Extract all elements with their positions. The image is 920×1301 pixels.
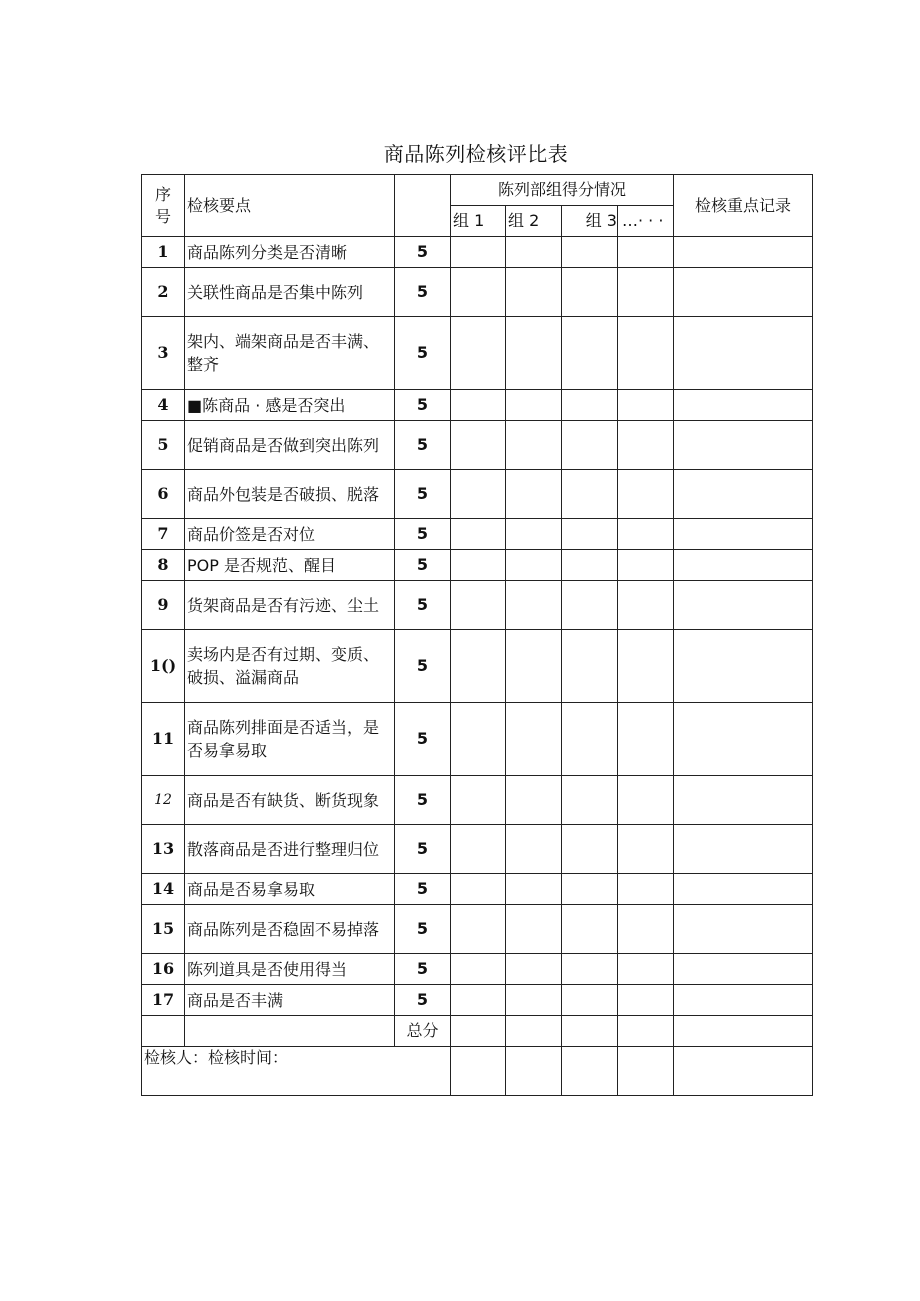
header-seq-line2: 号 — [154, 206, 171, 226]
row-check-item — [185, 581, 395, 630]
header-notes: 检核重点记录 — [674, 175, 813, 237]
footer-cell-5 — [674, 1047, 813, 1096]
row-group-more-cell[interactable] — [618, 985, 674, 1016]
total-notes-cell[interactable] — [674, 1016, 813, 1047]
row-group-more-cell[interactable] — [618, 874, 674, 905]
header-group-3: 组 3 — [562, 206, 618, 237]
row-notes-cell[interactable] — [674, 550, 813, 581]
row-notes-cell[interactable] — [674, 703, 813, 776]
row-check-item — [185, 237, 395, 268]
row-group-1-cell[interactable] — [451, 825, 506, 874]
row-check-item — [185, 519, 395, 550]
row-group-more-cell[interactable] — [618, 237, 674, 268]
row-group-1-cell[interactable] — [451, 519, 506, 550]
row-check-item-text: 商品是否易拿易取 — [187, 879, 316, 899]
row-group-more-cell[interactable] — [618, 825, 674, 874]
row-group-3-cell[interactable] — [562, 237, 618, 268]
row-notes-cell[interactable] — [674, 470, 813, 519]
row-check-item-text: 商品外包装是否破损、脱落 — [187, 484, 380, 504]
row-group-3-cell[interactable] — [562, 268, 618, 317]
row-group-1-cell[interactable] — [451, 470, 506, 519]
row-check-item-text: 陈列道具是否使用得当 — [187, 959, 348, 979]
row-group-3-cell[interactable] — [562, 874, 618, 905]
footer-cell-3 — [562, 1047, 618, 1096]
row-group-1-cell[interactable] — [451, 581, 506, 630]
row-notes-cell[interactable] — [674, 317, 813, 390]
table-row — [142, 985, 813, 1016]
header-item: 检核要点 — [185, 175, 395, 237]
row-max-score: 5 — [395, 581, 451, 630]
row-number: 3 — [142, 317, 185, 390]
row-number: 5 — [142, 421, 185, 470]
row-check-item-text: 商品是否有缺货、断货现象 — [187, 790, 380, 810]
table-row — [142, 550, 813, 581]
row-check-item — [185, 470, 395, 519]
row-max-score: 5 — [395, 630, 451, 703]
row-check-item-text: ■陈商品 · 感是否突出 — [187, 395, 346, 415]
table-row — [142, 390, 813, 421]
row-check-item — [185, 317, 395, 390]
total-group-1-cell[interactable] — [451, 1016, 506, 1047]
row-number: 9 — [142, 581, 185, 630]
row-group-1-cell[interactable] — [451, 421, 506, 470]
total-blank-1 — [142, 1016, 185, 1047]
row-number: 17 — [142, 985, 185, 1016]
row-group-more-cell[interactable] — [618, 581, 674, 630]
row-group-3-cell[interactable] — [562, 703, 618, 776]
row-max-score: 5 — [395, 776, 451, 825]
row-notes-cell[interactable] — [674, 237, 813, 268]
row-group-2-cell[interactable] — [506, 905, 562, 954]
row-notes-cell[interactable] — [674, 421, 813, 470]
row-group-more-cell[interactable] — [618, 421, 674, 470]
total-label: 总分 — [395, 1016, 451, 1047]
row-group-2-cell[interactable] — [506, 630, 562, 703]
row-check-item — [185, 630, 395, 703]
row-group-more-cell[interactable] — [618, 703, 674, 776]
row-number: 14 — [142, 874, 185, 905]
footer-cell-2 — [506, 1047, 562, 1096]
row-group-2-cell[interactable] — [506, 421, 562, 470]
row-number: 8 — [142, 550, 185, 581]
row-group-3-cell[interactable] — [562, 390, 618, 421]
row-check-item-text: 商品陈列排面是否适当，是 否易拿易取 — [187, 718, 380, 760]
row-notes-cell[interactable] — [674, 519, 813, 550]
table-row — [142, 630, 813, 703]
row-group-1-cell[interactable] — [451, 703, 506, 776]
row-group-1-cell[interactable] — [451, 237, 506, 268]
row-group-2-cell[interactable] — [506, 954, 562, 985]
total-blank-2 — [185, 1016, 395, 1047]
row-check-item-text: 关联性商品是否集中陈列 — [187, 282, 364, 302]
row-max-score: 5 — [395, 905, 451, 954]
row-check-item-text: POP 是否规范、醒目 — [187, 555, 336, 575]
row-group-more-cell[interactable] — [618, 268, 674, 317]
row-group-more-cell[interactable] — [618, 954, 674, 985]
row-check-item-text: 卖场内是否有过期、变质、 破损、溢漏商品 — [187, 645, 380, 687]
row-check-item — [185, 421, 395, 470]
row-check-item — [185, 825, 395, 874]
row-group-1-cell[interactable] — [451, 630, 506, 703]
row-notes-cell[interactable] — [674, 985, 813, 1016]
table-row — [142, 581, 813, 630]
row-group-more-cell[interactable] — [618, 519, 674, 550]
row-max-score: 5 — [395, 825, 451, 874]
total-group-3-cell[interactable] — [562, 1016, 618, 1047]
total-group-2-cell[interactable] — [506, 1016, 562, 1047]
row-check-item — [185, 905, 395, 954]
row-group-2-cell[interactable] — [506, 985, 562, 1016]
row-check-item — [185, 874, 395, 905]
row-group-more-cell[interactable] — [618, 470, 674, 519]
row-group-3-cell[interactable] — [562, 825, 618, 874]
row-group-1-cell[interactable] — [451, 550, 506, 581]
row-check-item-text: 促销商品是否做到突出陈列 — [187, 435, 380, 455]
header-seq — [142, 175, 185, 237]
row-number: 2 — [142, 268, 185, 317]
header-group-2: 组 2 — [506, 206, 562, 237]
row-group-more-cell[interactable] — [618, 317, 674, 390]
row-max-score: 5 — [395, 550, 451, 581]
row-max-score: 5 — [395, 874, 451, 905]
table-row — [142, 703, 813, 776]
row-group-3-cell[interactable] — [562, 317, 618, 390]
row-check-item — [185, 985, 395, 1016]
row-group-2-cell[interactable] — [506, 550, 562, 581]
row-group-2-cell[interactable] — [506, 581, 562, 630]
row-notes-cell[interactable] — [674, 954, 813, 985]
evaluation-table — [141, 174, 813, 1096]
row-group-2-cell[interactable] — [506, 390, 562, 421]
row-group-2-cell[interactable] — [506, 825, 562, 874]
row-group-2-cell[interactable] — [506, 519, 562, 550]
row-max-score: 5 — [395, 703, 451, 776]
row-group-3-cell[interactable] — [562, 581, 618, 630]
row-group-more-cell[interactable] — [618, 630, 674, 703]
table-row — [142, 470, 813, 519]
row-group-more-cell[interactable] — [618, 905, 674, 954]
row-number: 12 — [142, 776, 185, 825]
row-group-more-cell[interactable] — [618, 776, 674, 825]
row-group-1-cell[interactable] — [451, 905, 506, 954]
row-group-3-cell[interactable] — [562, 954, 618, 985]
row-max-score: 5 — [395, 268, 451, 317]
row-group-2-cell[interactable] — [506, 237, 562, 268]
header-seq-line1: 序 — [154, 184, 171, 204]
row-group-1-cell[interactable] — [451, 317, 506, 390]
row-group-more-cell[interactable] — [618, 390, 674, 421]
row-number: 6 — [142, 470, 185, 519]
row-check-item — [185, 703, 395, 776]
row-number: 4 — [142, 390, 185, 421]
row-check-item — [185, 550, 395, 581]
row-notes-cell[interactable] — [674, 630, 813, 703]
table-row — [142, 776, 813, 825]
row-notes-cell[interactable] — [674, 390, 813, 421]
row-check-item-text: 商品陈列是否稳固不易掉落 — [187, 919, 380, 939]
row-max-score: 5 — [395, 470, 451, 519]
row-notes-cell[interactable] — [674, 874, 813, 905]
row-group-2-cell[interactable] — [506, 703, 562, 776]
header-more: …· · · — [618, 206, 674, 237]
row-number: 1 — [142, 237, 185, 268]
row-check-item-text: 商品是否丰满 — [187, 990, 284, 1010]
row-group-3-cell[interactable] — [562, 470, 618, 519]
total-row — [142, 1016, 813, 1047]
row-notes-cell[interactable] — [674, 581, 813, 630]
row-group-3-cell[interactable] — [562, 905, 618, 954]
row-group-3-cell[interactable] — [562, 550, 618, 581]
table-row — [142, 519, 813, 550]
table-row — [142, 825, 813, 874]
row-group-1-cell[interactable] — [451, 874, 506, 905]
row-group-1-cell[interactable] — [451, 776, 506, 825]
row-check-item — [185, 390, 395, 421]
row-group-2-cell[interactable] — [506, 268, 562, 317]
row-notes-cell[interactable] — [674, 905, 813, 954]
row-number: 11 — [142, 703, 185, 776]
row-number: 15 — [142, 905, 185, 954]
row-number: 16 — [142, 954, 185, 985]
row-group-3-cell[interactable] — [562, 776, 618, 825]
table-row — [142, 874, 813, 905]
footer-cell-4 — [618, 1047, 674, 1096]
row-check-item-text: 货架商品是否有污迹、尘土 — [187, 595, 380, 615]
row-notes-cell[interactable] — [674, 776, 813, 825]
row-group-1-cell[interactable] — [451, 268, 506, 317]
footer-cell-1 — [451, 1047, 506, 1096]
row-group-more-cell[interactable] — [618, 550, 674, 581]
row-group-1-cell[interactable] — [451, 954, 506, 985]
header-group-1: 组 1 — [451, 206, 506, 237]
row-check-item — [185, 268, 395, 317]
row-check-item-text: 散落商品是否进行整理归位 — [187, 839, 380, 859]
row-check-item-text: 商品陈列分类是否清晰 — [187, 242, 348, 262]
row-max-score: 5 — [395, 237, 451, 268]
row-notes-cell[interactable] — [674, 825, 813, 874]
footer-row — [142, 1047, 813, 1096]
row-number: 1() — [142, 630, 185, 703]
table-row — [142, 237, 813, 268]
row-group-2-cell[interactable] — [506, 470, 562, 519]
row-check-item — [185, 954, 395, 985]
row-group-2-cell[interactable] — [506, 317, 562, 390]
row-check-item — [185, 776, 395, 825]
row-group-3-cell[interactable] — [562, 985, 618, 1016]
row-group-1-cell[interactable] — [451, 985, 506, 1016]
total-group-more-cell[interactable] — [618, 1016, 674, 1047]
row-max-score: 5 — [395, 390, 451, 421]
table-row — [142, 905, 813, 954]
row-group-2-cell[interactable] — [506, 874, 562, 905]
row-max-score: 5 — [395, 421, 451, 470]
row-group-3-cell[interactable] — [562, 519, 618, 550]
row-group-3-cell[interactable] — [562, 421, 618, 470]
row-max-score: 5 — [395, 954, 451, 985]
row-check-item-text: 架内、端架商品是否丰满、 整齐 — [187, 332, 380, 374]
row-max-score: 5 — [395, 985, 451, 1016]
header-group-section: 陈列部组得分情况 — [451, 175, 674, 206]
table-row — [142, 954, 813, 985]
row-max-score: 5 — [395, 519, 451, 550]
header-score-blank — [395, 175, 451, 237]
row-max-score: 5 — [395, 317, 451, 390]
inspector-and-time[interactable]: 检核人：检核时间： — [142, 1047, 451, 1096]
row-group-3-cell[interactable] — [562, 630, 618, 703]
table-row — [142, 317, 813, 390]
table-row — [142, 421, 813, 470]
row-group-2-cell[interactable] — [506, 776, 562, 825]
row-check-item-text: 商品价签是否对位 — [187, 524, 316, 544]
row-number: 13 — [142, 825, 185, 874]
table-row — [142, 268, 813, 317]
row-number: 7 — [142, 519, 185, 550]
header-row-1 — [142, 175, 813, 206]
page-title: 商品陈列检核评比表 — [383, 142, 569, 166]
row-notes-cell[interactable] — [674, 268, 813, 317]
row-group-1-cell[interactable] — [451, 390, 506, 421]
